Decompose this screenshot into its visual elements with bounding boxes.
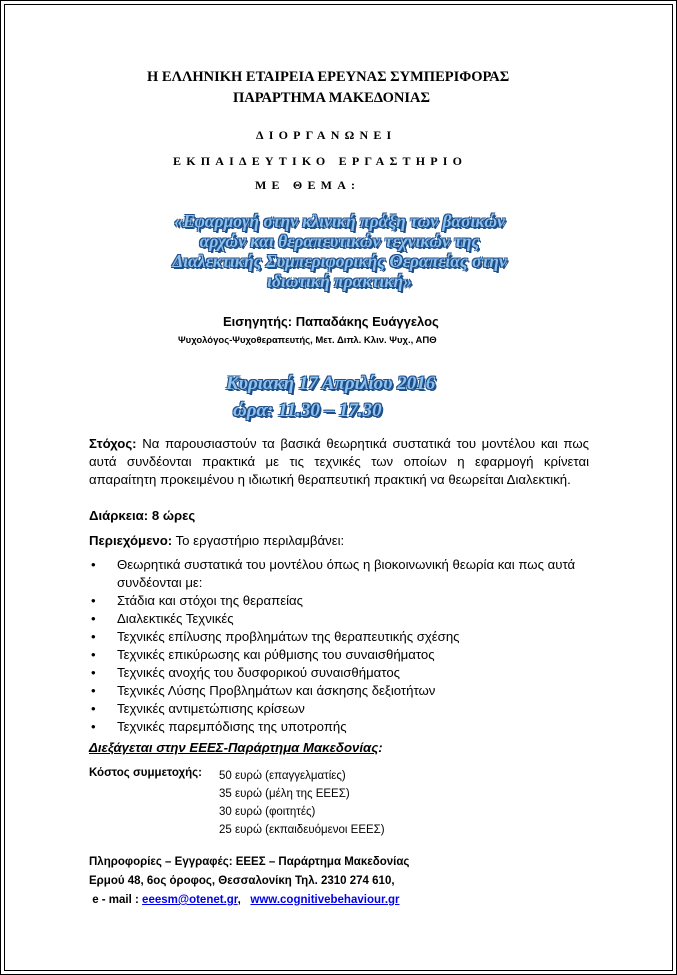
event-time: ώρα: 11.30 – 17.30 [233, 400, 382, 421]
list-item [89, 664, 589, 682]
bullet-icon: • [91, 557, 96, 572]
list-item [89, 646, 589, 664]
workshop-title-line: αρχών και θεραπευτικών τεχνικών της [199, 231, 480, 251]
contact-line: Πληροφορίες – Εγγραφές: ΕΕΕΣ – Παράρτημα Μακεδονίας [89, 856, 410, 868]
cost-item: 35 ευρώ (μέλη της ΕΕΕΣ) [219, 788, 350, 800]
list-item-text: Τεχνικές ανοχής του δυσφορικού συναισθήματος [117, 665, 401, 680]
list-item-text: Τεχνικές Λύσης Προβλημάτων και άσκησης δεξιοτήτων [117, 683, 436, 698]
duration: Διάρκεια: 8 ώρες [89, 508, 196, 523]
bullet-icon: • [91, 719, 96, 734]
web-line [89, 891, 409, 910]
list-item [89, 592, 589, 610]
event-date: Κυριακή 17 Απριλίου 2016 [226, 373, 436, 394]
email-label: e - mail : [89, 894, 143, 906]
bullet-icon: • [91, 611, 96, 626]
cost-list [219, 767, 385, 839]
list-item [89, 610, 589, 628]
workshop-title-line: «Εφαρμογή στην κλινική πράξη των βασικών [174, 211, 505, 231]
organization-name: Η ΕΛΛΗΝΙΚΗ ΕΤΑΙΡΕΙΑ ΕΡΕΥΝΑΣ ΣΥΜΠΕΡΙΦΟΡΑΣ [147, 69, 510, 85]
workshop-title-line: Διαλεκτικής Συμπεριφορικής Θεραπείας στην [172, 251, 507, 271]
topic-heading: ΜΕ ΘΕΜΑ: [255, 178, 361, 192]
cost-item: 25 ευρώ (εκπαιδευόμενοι ΕΕΕΣ) [219, 824, 385, 836]
organizes-heading: ΔΙΟΡΓΑΝΩΝΕΙ [256, 128, 397, 142]
goal-text: Να παρουσιαστούν τα βασικά θεωρητικά συστατικά του μοντέλου και πως αυτά συνδέονται πρακτικά με τις τεχνικές των οποίων η εφαρμογή κρίνεται απαραίτητη προκειμένου η ιδιωτική θεραπευτική πρακτική να θεωρείται Διαλεκτική. [89, 436, 589, 487]
bullet-icon: • [91, 593, 96, 608]
venue [89, 740, 383, 755]
list-item-text: Τεχνικές επίλυσης προβλημάτων της θεραπευτικής σχέσης [117, 629, 460, 644]
workshop-title-line: ιδιωτική πρακτική» [267, 271, 412, 291]
bullet-icon: • [91, 647, 96, 662]
bullet-icon: • [91, 665, 96, 680]
list-item-text: Τεχνικές αντιμετώπισης κρίσεων [117, 701, 305, 716]
content-heading [89, 533, 344, 548]
workshop-title [97, 211, 582, 291]
workshop-heading: ΕΚΠΑΙΔΕΥΤΙΚΟ ΕΡΓΑΣΤΗΡΙΟ [173, 154, 468, 168]
list-item [89, 628, 589, 646]
speaker-name: : Παπαδάκης Ευάγγελος [287, 314, 439, 329]
list-item [89, 700, 589, 718]
email-link[interactable]: eeesm@otenet.gr [142, 894, 238, 906]
bullet-icon: • [91, 683, 96, 698]
venue-colon: : [378, 740, 383, 755]
bullet-icon: • [91, 701, 96, 716]
cost-label: Κόστος συμμετοχής: [89, 767, 202, 779]
list-item [89, 682, 589, 700]
cost-item: 30 ευρώ (φοιτητές) [219, 806, 316, 818]
bullet-icon: • [91, 629, 96, 644]
list-item-text: Τεχνικές επικύρωσης και ρύθμισης του συναισθήματος [117, 647, 435, 662]
speaker-credentials: Ψυχολόγος-Ψυχοθεραπευτής, Μετ. Διπλ. Κλιν. Ψυχ., ΑΠΘ [178, 335, 437, 346]
address-line: Ερμού 48, 6ος όροφος, Θεσσαλονίκη Τηλ. 2310 274 610, [89, 875, 395, 887]
list-item [89, 556, 589, 592]
list-item-text: Στάδια και στόχοι της θεραπείας [117, 593, 303, 608]
topics-list [89, 556, 589, 736]
link-separator: , [237, 894, 251, 906]
venue-text: Διεξάγεται στην ΕΕΕΣ-Παράρτημα Μακεδονίας [89, 740, 379, 755]
speaker [223, 314, 439, 329]
branch-name: ΠΑΡΑΡΤΗΜΑ ΜΑΚΕΔΟΝΙΑΣ [233, 90, 430, 106]
list-item-text: Διαλεκτικές Τεχνικές [117, 611, 234, 626]
contact-info [89, 853, 409, 910]
speaker-label: Εισηγητής [223, 314, 288, 329]
content-intro: Το εργαστήριο περιλαμβάνει: [172, 533, 345, 548]
cost-item: 50 ευρώ (επαγγελματίες) [219, 770, 346, 782]
list-item [89, 718, 589, 736]
goal-label: Στόχος: [89, 436, 137, 451]
goal-paragraph [89, 435, 589, 489]
list-item-text: Τεχνικές παρεμπόδισης της υποτροπής [117, 719, 347, 734]
content-label: Περιεχόμενο: [89, 533, 173, 548]
list-item-text: Θεωρητικά συστατικά του μοντέλου όπως η βιοκοινωνική θεωρία και πως αυτά συνδέονται με: [117, 557, 576, 590]
website-link[interactable]: www.cognitivebehaviour.gr [250, 894, 400, 906]
